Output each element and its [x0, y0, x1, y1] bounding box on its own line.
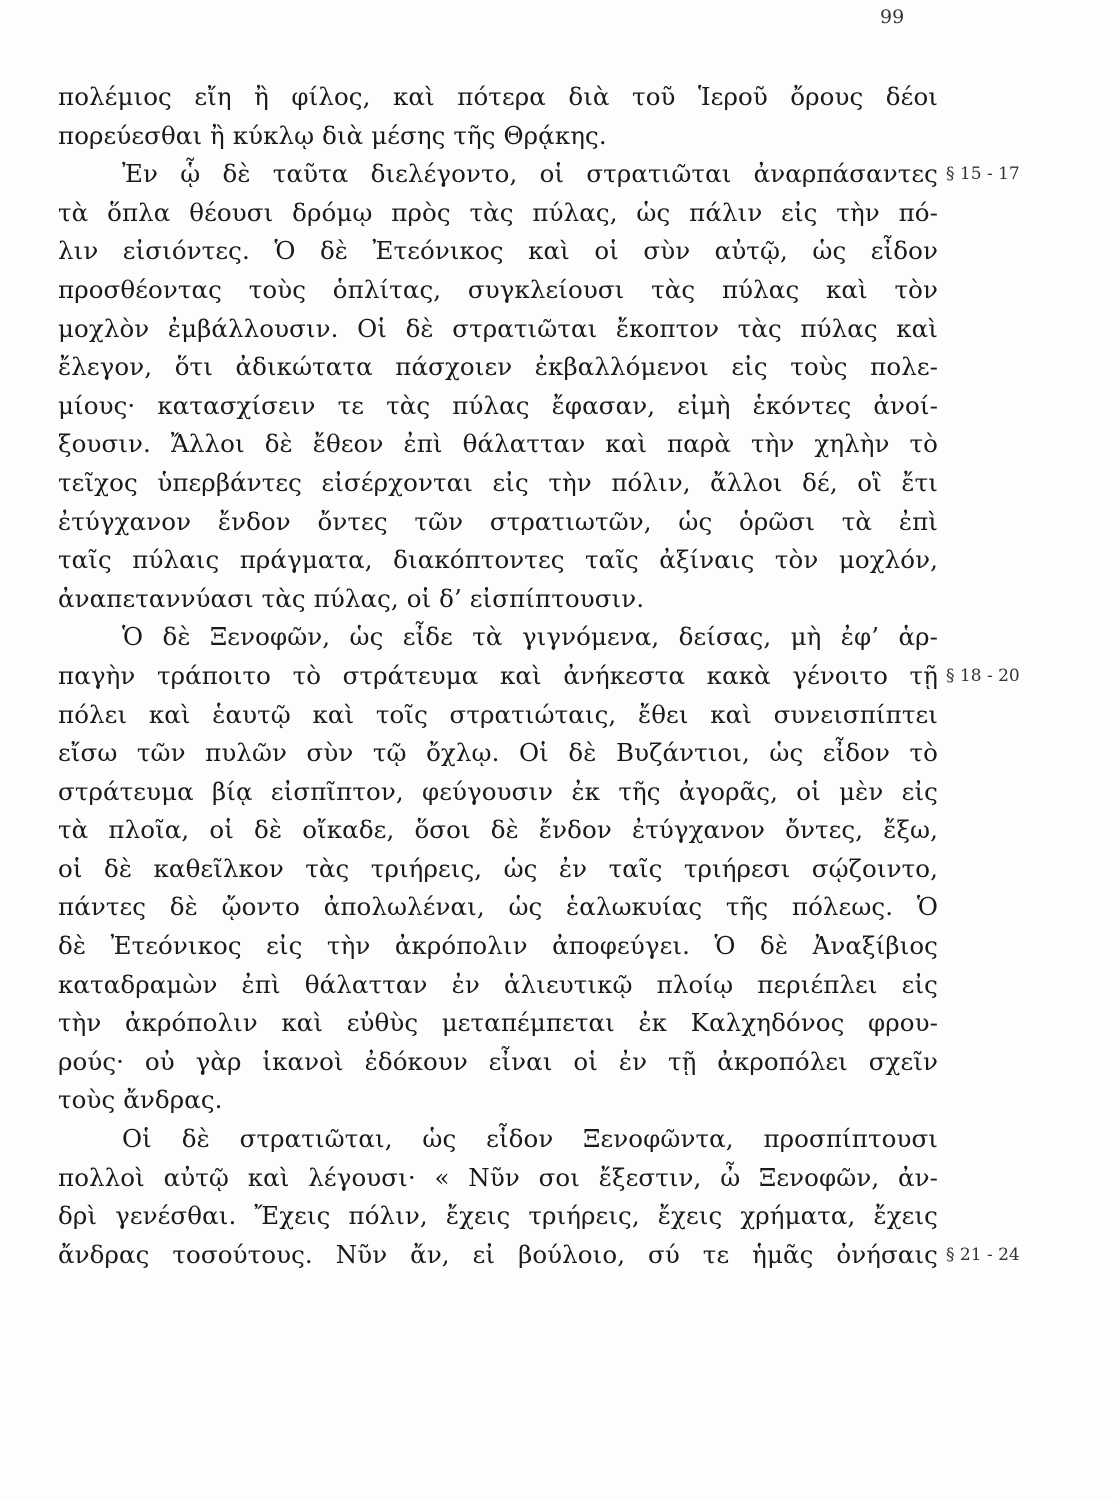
text-line: Οἱ δὲ στρατιῶται, ὡς εἶδον Ξενοφῶντα, προσπίπτουσι: [122, 1124, 938, 1154]
text-line: ρούς· οὐ γὰρ ἱκανοὶ ἐδόκουν εἶναι οἱ ἐν τῇ ἀκροπόλει σχεῖν: [58, 1046, 938, 1076]
text-line: Ἐν ᾧ δὲ ταῦτα διελέγοντο, οἱ στρατιῶται ἀναρπάσαντες: [122, 159, 938, 189]
text-line: δρὶ γενέσθαι. Ἔχεις πόλιν, ἔχεις τριήρεις, ἔχεις χρήματα, ἔχεις: [58, 1201, 938, 1231]
text-line: μίους· κατασχίσειν τε τὰς πύλας ἔφασαν, εἰμὴ ἑκόντες ἀνοί-: [58, 390, 938, 420]
text-line: ἔλεγον, ὅτι ἀδικώτατα πάσχοιεν ἐκβαλλόμενοι εἰς τοὺς πολε-: [58, 352, 938, 382]
section-margin-ref: § 18 - 20: [946, 666, 1020, 686]
text-line: ἄνδρας τοσούτους. Νῦν ἄν, εἰ βούλοιο, σύ τε ἡμᾶς ὀνήσαις: [58, 1239, 938, 1269]
text-line: πάντες δὲ ᾤοντο ἀπολωλέναι, ὡς ἑαλωκυίας τῆς πόλεως. Ὁ: [58, 892, 938, 922]
section-margin-ref: § 21 - 24: [946, 1245, 1020, 1265]
page-number: 99: [880, 6, 905, 28]
text-line: πολέμιος εἴη ἢ φίλος, καὶ πότερα διὰ τοῦ Ἱεροῦ ὄρους δέοι: [58, 82, 938, 111]
text-line: τεῖχος ὑπερβάντες εἰσέρχονται εἰς τὴν πόλιν, ἄλλοι δέ, οἳ ἔτι: [58, 467, 938, 497]
text-line: ξουσιν. Ἄλλοι δὲ ἔθεον ἐπὶ θάλατταν καὶ παρὰ τὴν χηλὴν τὸ: [58, 429, 938, 459]
text-line: καταδραμὼν ἐπὶ θάλατταν ἐν ἁλιευτικῷ πλοίῳ περιέπλει εἰς: [58, 969, 938, 999]
text-line: λιν εἰσιόντες. Ὁ δὲ Ἐτεόνικος καὶ οἱ σὺν αὐτῷ, ὡς εἶδον: [58, 236, 938, 266]
text-line: τὰ ὅπλα θέουσι δρόμῳ πρὸς τὰς πύλας, ὡς πάλιν εἰς τὴν πό-: [58, 197, 938, 227]
text-line: προσθέοντας τοὺς ὁπλίτας, συγκλείουσι τὰς πύλας καὶ τὸν: [58, 274, 938, 304]
text-line: ἐτύγχανον ἔνδον ὄντες τῶν στρατιωτῶν, ὡς ὁρῶσι τὰ ἐπὶ: [58, 506, 938, 536]
text-line: τοὺς ἄνδρας.: [58, 1085, 223, 1115]
text-line: παγὴν τράποιτο τὸ στράτευμα καὶ ἀνήκεστα κακὰ γένοιτο τῇ: [58, 660, 938, 690]
text-line: οἱ δὲ καθεῖλκον τὰς τριήρεις, ὡς ἐν ταῖς τριήρεσι σῴζοιντο,: [58, 853, 938, 883]
text-line: πόλει καὶ ἑαυτῷ καὶ τοῖς στρατιώταις, ἔθει καὶ συνεισπίπτει: [58, 699, 938, 729]
text-line: τὴν ἀκρόπολιν καὶ εὐθὺς μεταπέμπεται ἐκ Καλχηδόνος φρου-: [58, 1008, 938, 1038]
text-line: πορεύεσθαι ἢ κύκλῳ διὰ μέσης τῆς Θρᾴκης.: [58, 120, 607, 150]
text-line: Ὁ δὲ Ξενοφῶν, ὡς εἶδε τὰ γιγνόμενα, δείσας, μὴ ἐφ’ ἁρ-: [122, 622, 938, 652]
text-line: ἀναπεταννύασι τὰς πύλας, οἱ δ’ εἰσπίπτουσιν.: [58, 583, 645, 613]
text-line: δὲ Ἐτεόνικος εἰς τὴν ἀκρόπολιν ἀποφεύγει. Ὁ δὲ Ἀναξίβιος: [58, 931, 938, 961]
text-line: μοχλὸν ἐμβάλλουσιν. Οἱ δὲ στρατιῶται ἔκοπτον τὰς πύλας καὶ: [58, 313, 938, 343]
body-text: [58, 78, 938, 1274]
text-line: στράτευμα βίᾳ εἰσπῖπτον, φεύγουσιν ἐκ τῆς ἀγορᾶς, οἱ μὲν εἰς: [58, 776, 938, 806]
text-line: τὰ πλοῖα, οἱ δὲ οἴκαδε, ὅσοι δὲ ἔνδον ἐτύγχανον ὄντες, ἔξω,: [58, 815, 938, 845]
section-margin-ref: § 15 - 17: [946, 164, 1020, 185]
text-line: πολλοὶ αὐτῷ καὶ λέγουσι· « Νῦν σοι ἔξεστιν, ὦ Ξενοφῶν, ἀν-: [58, 1162, 938, 1192]
text-line: ταῖς πύλαις πράγματα, διακόπτοντες ταῖς ἀξίναις τὸν μοχλόν,: [58, 545, 938, 575]
text-line: εἴσω τῶν πυλῶν σὺν τῷ ὄχλῳ. Οἱ δὲ Βυζάντιοι, ὡς εἶδον τὸ: [58, 738, 938, 768]
